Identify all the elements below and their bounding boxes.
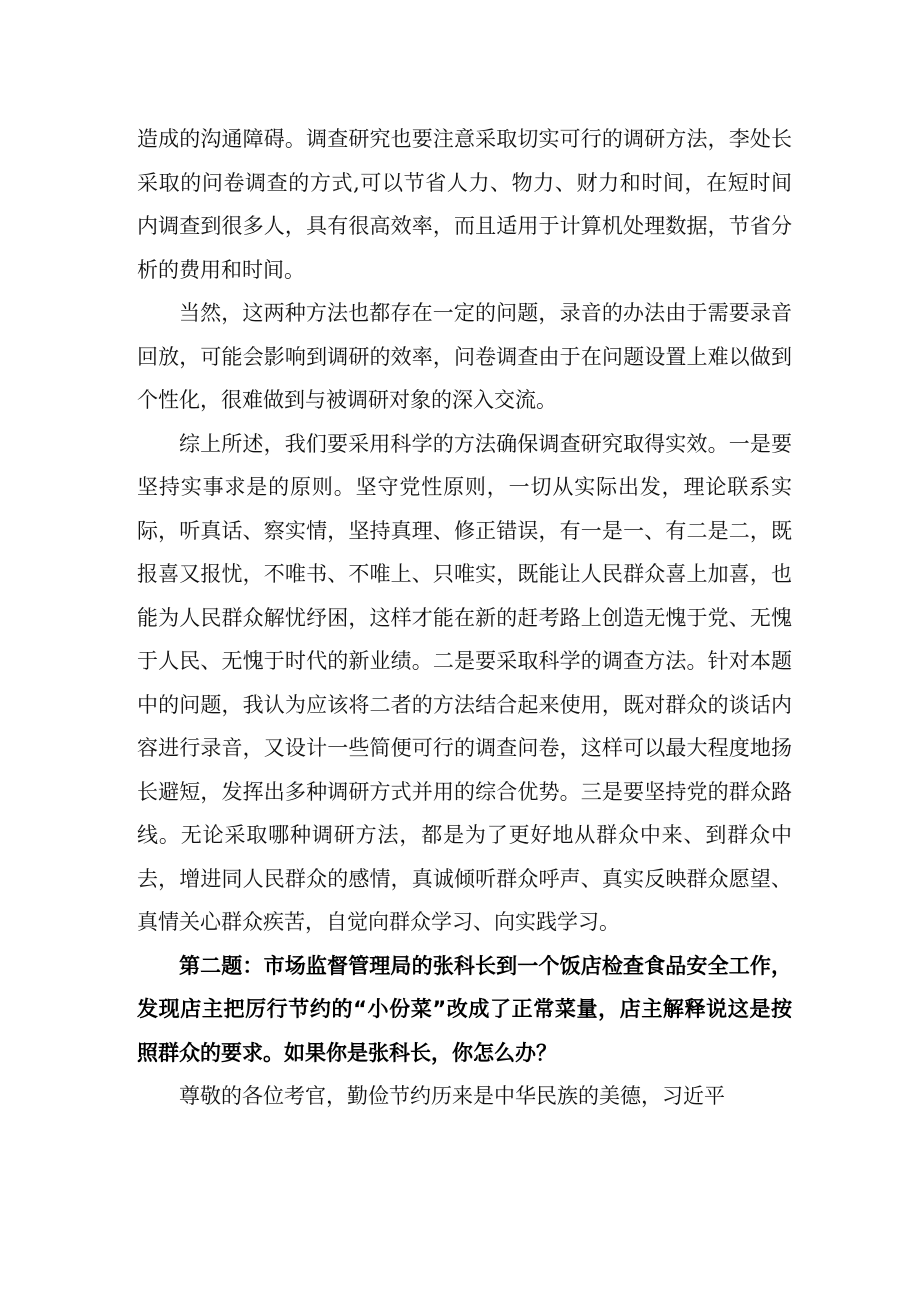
paragraph-continuation: 造成的沟通障碍。调查研究也要注意采取切实可行的调研方法，李处长采取的问卷调查的方式,可以节省人力、物力、财力和时间，在短时间内调查到很多人，具有很高效率，而且适用于计算机处理数据，节省分析的费用和时间。 (137, 127, 792, 282)
question-heading: 第二题：市场监督管理局的张科长到一个饭店检查食品安全工作，发现店主把厉行节约的“小份菜”改成了正常菜量，店主解释说这是按照群众的要求。如果你是张科长，你怎么办？ (137, 953, 792, 1065)
paragraph-method-issues: 当然，这两种方法也都存在一定的问题，录音的办法由于需要录音回放，可能会影响到调研的效率，问卷调查由于在问题设置上难以做到个性化，很难做到与被调研对象的深入交流。 (137, 301, 792, 412)
document-body (137, 118, 792, 1119)
paragraph-conclusion: 综上所述，我们要采用科学的方法确保调查研究取得实效。一是要坚持实事求是的原则。坚守党性原则，一切从实际出发，理论联系实际，听真话、察实情，坚持真理、修正错误，有一是一、有二是二，既报喜又报忧，不唯书、不唯上、只唯实，既能让人民群众喜上加喜，也能为人民群众解忧纾困，这样才能在新的赶考路上创造无愧于党、无愧于人民、无愧于时代的新业绩。二是要采取科学的调查方法。针对本题中的问题，我认为应该将二者的方法结合起来使用，既对群众的谈话内容进行录音，又设计一些简便可行的调查问卷，这样可以最大程度地扬长避短，发挥出多种调研方式并用的综合优势。三是要坚持党的群众路线。无论采取哪种调研方法，都是为了更好地从群众中来、到群众中去，增进同人民群众的感情，真诚倾听群众呼声、真实反映群众愿望、真情关心群众疾苦，自觉向群众学习、向实践学习。 (137, 431, 792, 934)
paragraph-answer-start: 尊敬的各位考官，勤俭节约历来是中华民族的美德，习近平 (179, 1084, 725, 1108)
